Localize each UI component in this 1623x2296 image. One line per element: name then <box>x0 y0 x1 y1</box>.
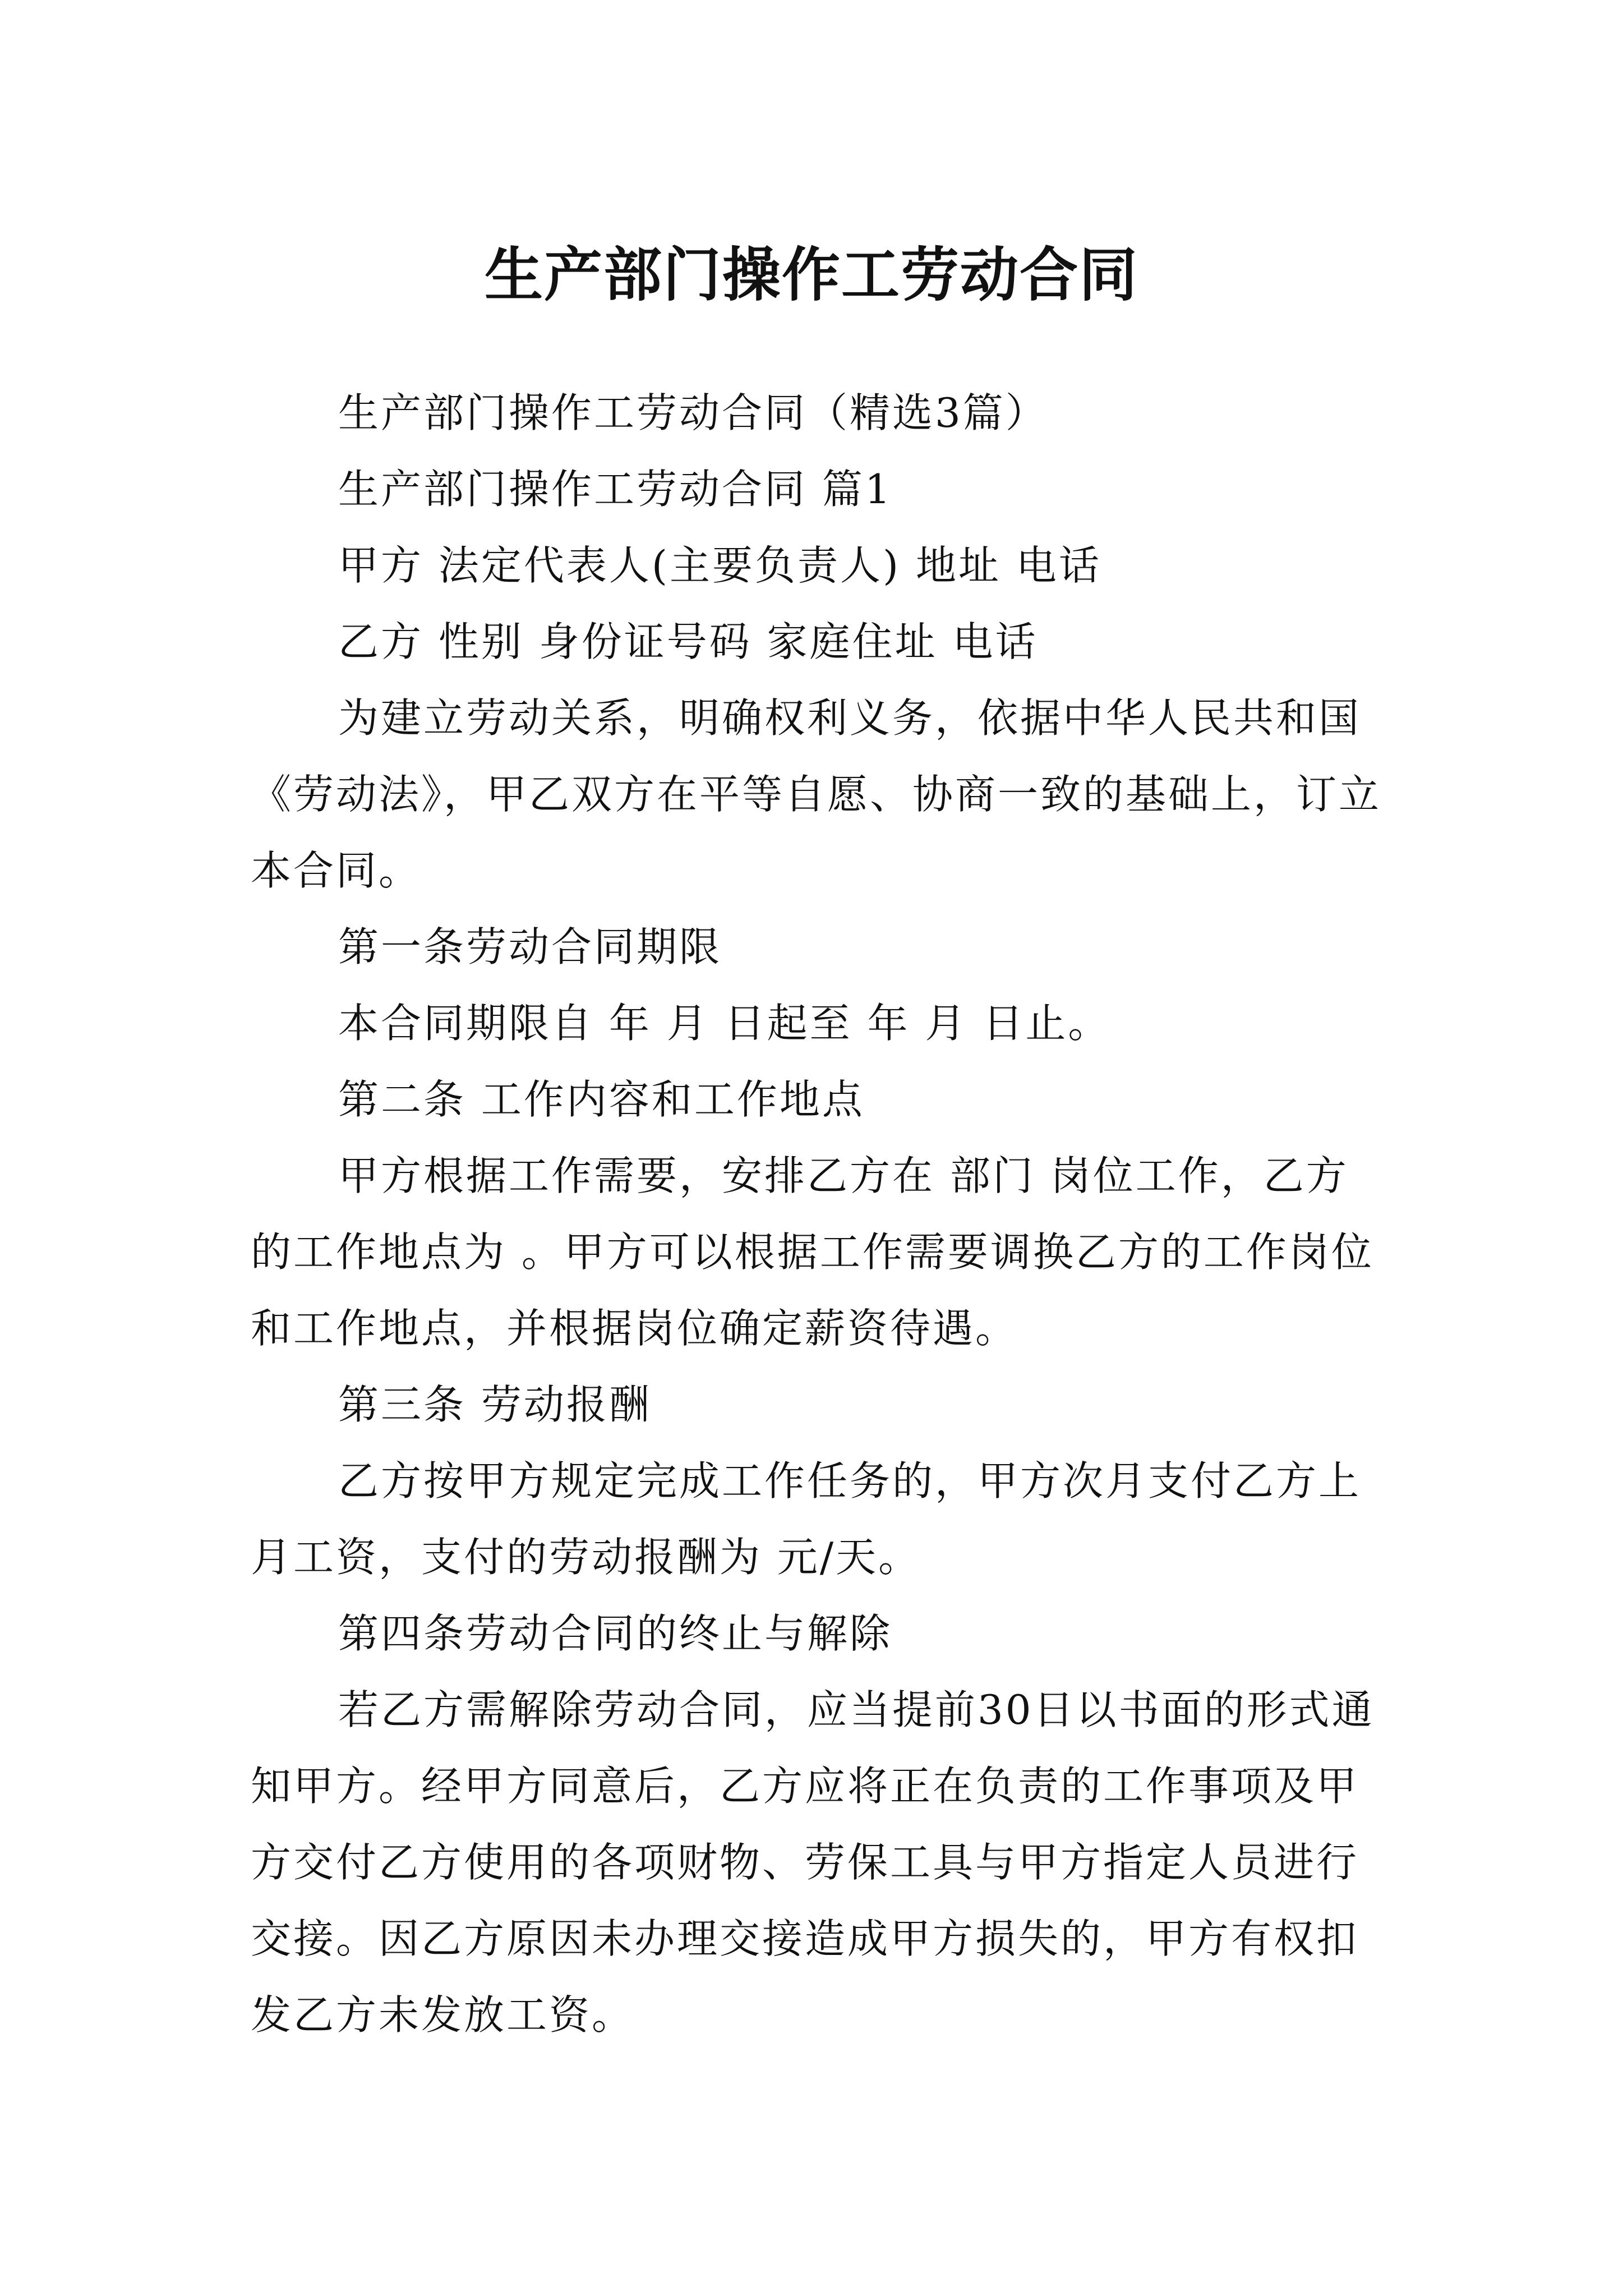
paragraph-party-b-fields: 乙方 性别 身份证号码 家庭住址 电话 <box>338 618 1038 665</box>
article-1-heading: 第一条劳动合同期限 <box>338 923 722 970</box>
article-3-body: 乙方按甲方规定完成工作任务的，甲方次月支付乙方上月工资，支付的劳动报酬为 元/天。 <box>251 1457 1362 1581</box>
article-4-body: 若乙方需解除劳动合同，应当提前30日以书面的形式通知甲方。经甲方同意后，乙方应将正在负责的工作事项及甲方交付乙方使用的各项财物、劳保工具与甲方指定人员进行交接。因乙方原因未办理交接造成甲方损失的，甲方有权扣发乙方未发放工资。 <box>251 1686 1375 2039</box>
article-1-body: 本合同期限自 年 月 日起至 年 月 日止。 <box>338 1000 1111 1047</box>
paragraph-preamble: 为建立劳动关系，明确权利义务，依据中华人民共和国《劳动法》，甲乙双方在平等自愿、协商一致的基础上，订立本合同。 <box>251 694 1382 894</box>
document-body <box>251 375 1387 2053</box>
article-2-heading: 第二条 工作内容和工作地点 <box>338 1076 865 1123</box>
paragraph-party-a-fields: 甲方 法定代表人(主要负责人) 地址 电话 <box>338 542 1101 589</box>
article-2-body: 甲方根据工作需要，安排乙方在 部门 岗位工作，乙方的工作地点为 。甲方可以根据工作需要调换乙方的工作岗位和工作地点，并根据岗位确定薪资待遇。 <box>251 1152 1374 1352</box>
paragraph-subtitle: 生产部门操作工劳动合同（精选3篇） <box>338 389 1048 436</box>
paragraph-section-heading: 生产部门操作工劳动合同 篇1 <box>338 466 893 513</box>
document-title: 生产部门操作工劳动合同 <box>484 240 1138 309</box>
article-3-heading: 第三条 劳动报酬 <box>338 1381 652 1428</box>
article-4-heading: 第四条劳动合同的终止与解除 <box>338 1610 893 1657</box>
